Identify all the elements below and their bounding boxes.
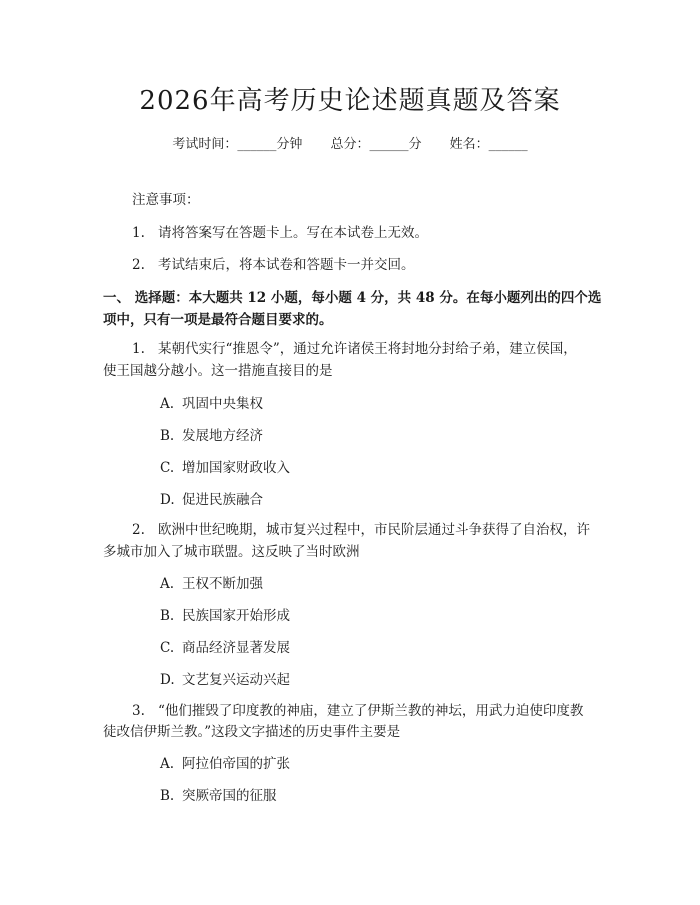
section-heading-line-1: 一、 选择题：本大题共 12 小题，每小题 4 分，共 48 分。在每小题列出的四个选 [103,290,602,306]
note-item [132,223,428,243]
option-text: 巩固中央集权 [182,396,263,412]
exam-meta [0,133,700,152]
note-text: 请将答案写在答题卡上。写在本试卷上无效。 [158,225,428,241]
option-text: 突厥帝国的征服 [182,788,277,804]
option-letter: D. [160,492,175,508]
question-number: 3. [132,703,145,719]
exam-name: 姓名：______ [449,137,528,152]
question-3-line-1 [132,701,583,721]
option-letter: C. [160,460,175,476]
question-number: 1. [132,341,145,357]
option-c [160,638,290,658]
note-number: 1. [132,225,145,241]
option-a [160,754,290,774]
option-letter: A. [160,576,175,592]
question-2-line-2: 多城市加入了城市联盟。这反映了当时欧洲 [103,544,360,560]
exam-score: 总分：______分 [330,137,422,152]
option-b [160,606,290,626]
question-3-line-2: 徒改信伊斯兰教。”这段文字描述的历史事件主要是 [103,724,401,740]
option-text: 文艺复兴运动兴起 [182,672,290,688]
option-text: 促进民族融合 [182,492,263,508]
option-text: 民族国家开始形成 [182,608,290,624]
question-text: “他们摧毁了印度教的神庙，建立了伊斯兰教的神坛，用武力迫使印度教 [158,703,584,719]
option-text: 阿拉伯帝国的扩张 [182,756,290,772]
option-b [160,786,277,806]
option-text: 增加国家财政收入 [182,460,290,476]
question-text: 某朝代实行“推恩令”，通过允许诸侯王将封地分封给子弟，建立侯国， [158,341,577,357]
option-letter: C. [160,640,175,656]
option-letter: D. [160,672,175,688]
note-text: 考试结束后，将本试卷和答题卡一并交回。 [158,257,415,273]
page-title: 2026年高考历史论述题真题及答案 [139,86,561,116]
option-letter: A. [160,756,175,772]
option-a [160,574,263,594]
note-number: 2. [132,257,145,273]
question-1-line-2: 使王国越分越小。这一措施直接目的是 [103,363,333,379]
option-letter: B. [160,428,175,444]
notes-heading: 注意事项： [132,192,200,208]
option-d [160,670,290,690]
note-item [132,255,415,275]
option-letter: B. [160,608,175,624]
option-text: 王权不断加强 [182,576,263,592]
question-2-line-1 [132,520,590,540]
exam-time: 考试时间：______分钟 [172,137,303,152]
option-a [160,394,263,414]
section-heading-line-2: 项中，只有一项是最符合题目要求的。 [103,312,333,328]
question-1-line-1 [132,339,577,359]
option-letter: B. [160,788,175,804]
option-d [160,490,263,510]
option-text: 发展地方经济 [182,428,263,444]
question-number: 2. [132,522,145,538]
option-c [160,458,290,478]
option-text: 商品经济显著发展 [182,640,290,656]
question-text: 欧洲中世纪晚期，城市复兴过程中，市民阶层通过斗争获得了自治权，许 [158,522,590,538]
option-letter: A. [160,396,175,412]
option-b [160,426,263,446]
